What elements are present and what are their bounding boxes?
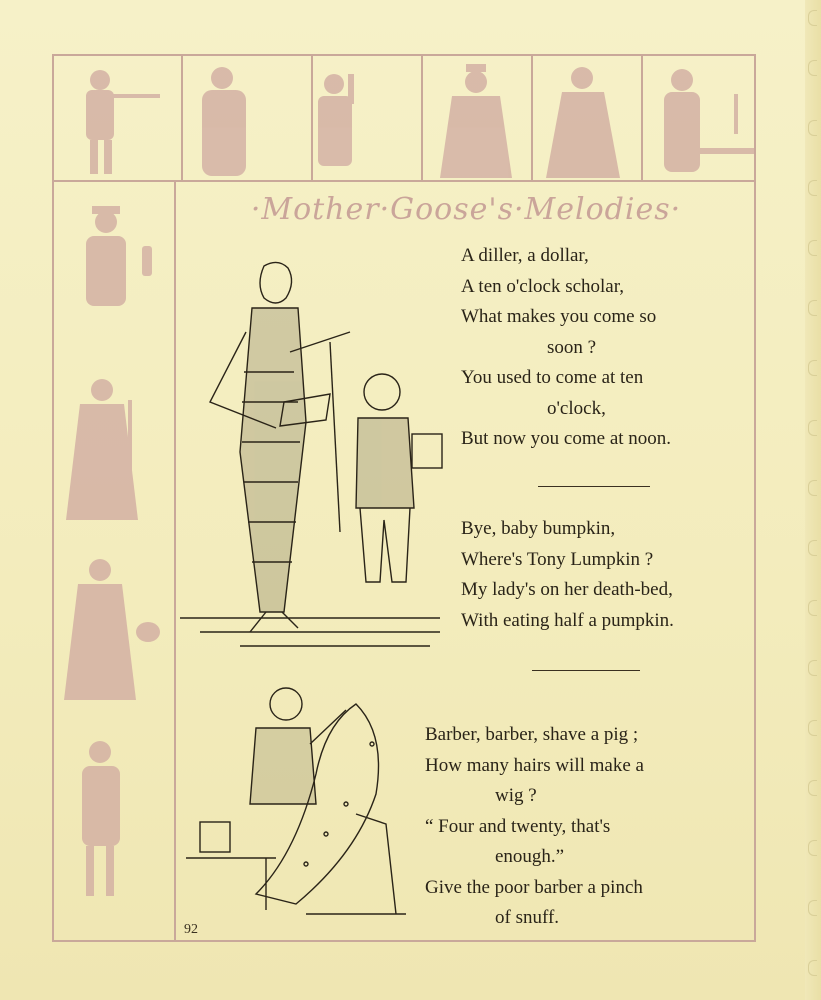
verse-line: Bye, baby bumpkin, xyxy=(461,518,616,539)
verse-line: of snuff. xyxy=(495,907,560,928)
verse-divider xyxy=(538,486,650,487)
top-illustration-band xyxy=(52,54,756,182)
verse-line: Where's Tony Lumpkin ? xyxy=(461,548,654,570)
verse-line: “ Four and twenty, that's xyxy=(425,815,611,837)
verse-line: soon ? xyxy=(547,336,597,358)
page-number: 92 xyxy=(184,922,198,937)
verse-line: You used to come at ten xyxy=(461,367,644,388)
verse-line: Barber, barber, shave a pig ; xyxy=(425,724,639,745)
verse-line: enough.” xyxy=(495,846,565,867)
verse-line: A ten o'clock scholar, xyxy=(461,275,625,297)
verse-barber xyxy=(425,720,644,934)
left-illustration-band xyxy=(52,180,176,942)
verse-diller-dollar xyxy=(461,241,671,455)
verse-line: But now you come at noon. xyxy=(461,428,672,449)
verse-line: A diller, a dollar, xyxy=(461,245,589,266)
verse-baby-bumpkin xyxy=(461,514,674,636)
verse-divider xyxy=(532,670,640,671)
barber-pig-illustration xyxy=(186,684,408,920)
verse-line: My lady's on her death-bed, xyxy=(461,579,673,600)
verse-line: Give the poor barber a pinch xyxy=(425,876,643,898)
verse-line: o'clock, xyxy=(547,397,606,419)
page-title: ·Mother·Goose's·Melodies· xyxy=(250,192,682,227)
verse-line: How many hairs will make a xyxy=(425,754,644,776)
verse-line: With eating half a pumpkin. xyxy=(461,609,674,631)
verse-line: wig ? xyxy=(495,785,537,806)
page-edge xyxy=(805,0,821,1000)
left-figures-illustration xyxy=(52,180,176,942)
top-figures-illustration xyxy=(52,54,756,182)
verse-line: What makes you come so xyxy=(461,306,657,327)
teacher-scholar-illustration xyxy=(180,252,452,660)
